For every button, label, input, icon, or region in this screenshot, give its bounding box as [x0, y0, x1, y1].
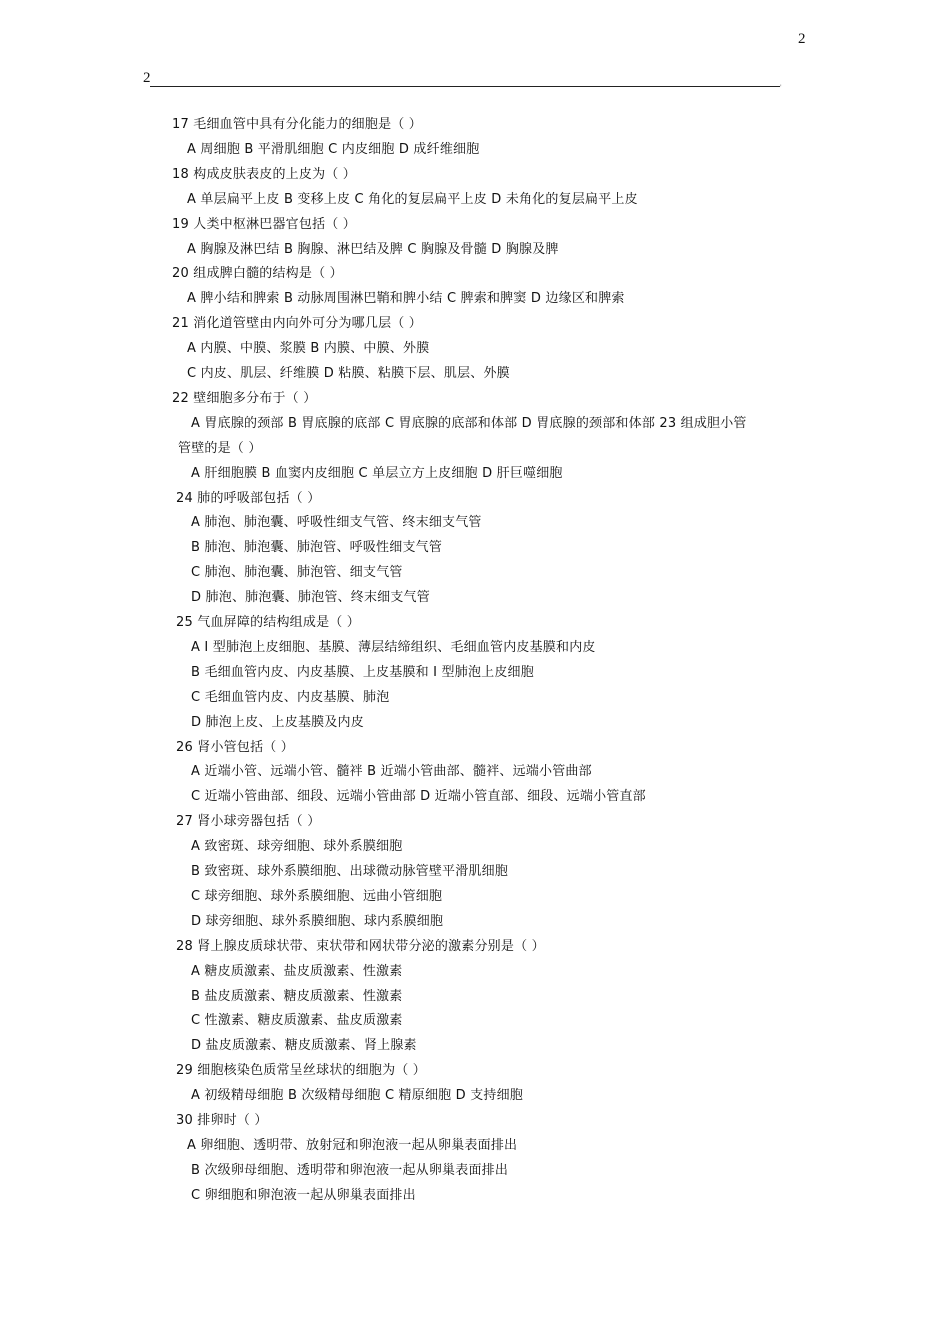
text-line: A 近端小管、远端小管、髓袢 B 近端小管曲部、髓袢、远端小管曲部 — [191, 764, 592, 780]
text-line: 19 人类中枢淋巴器官包括（ ） — [172, 216, 357, 232]
text-line: A 卵细胞、透明带、放射冠和卵泡液一起从卵巢表面排出 — [187, 1137, 518, 1153]
text-line: A 周细胞 B 平滑肌细胞 C 内皮细胞 D 成纤维细胞 — [187, 141, 480, 157]
text-line: A 胃底腺的颈部 B 胃底腺的底部 C 胃底腺的底部和体部 D 胃底腺的颈部和体部 23 组成胆小管 — [191, 415, 747, 431]
text-line: A 胸腺及淋巴结 B 胸腺、淋巴结及脾 C 胸腺及骨髓 D 胸腺及脾 — [187, 241, 559, 257]
text-line: B 毛细血管内皮、内皮基膜、上皮基膜和 I 型肺泡上皮细胞 — [191, 664, 534, 680]
text-line: C 毛细血管内皮、内皮基膜、肺泡 — [191, 689, 390, 705]
page-number-top: 2 — [798, 31, 806, 47]
text-line: D 肺泡、肺泡囊、肺泡管、终末细支气管 — [191, 590, 430, 606]
text-line: 26 肾小管包括（ ） — [176, 739, 295, 755]
text-line: A 内膜、中膜、浆膜 B 内膜、中膜、外膜 — [187, 341, 430, 357]
text-line: A 糖皮质激素、盐皮质激素、性激素 — [191, 963, 403, 979]
text-line: D 肺泡上皮、上皮基膜及内皮 — [191, 714, 364, 730]
text-line: 29 细胞核染色质常呈丝球状的细胞为（ ） — [176, 1063, 427, 1079]
text-line: 22 壁细胞多分布于（ ） — [172, 390, 317, 406]
text-line: 27 肾小球旁器包括（ ） — [176, 814, 321, 830]
text-line: A 单层扁平上皮 B 变移上皮 C 角化的复层扁平上皮 D 未角化的复层扁平上皮 — [187, 191, 638, 207]
text-line: A 初级精母细胞 B 次级精母细胞 C 精原细胞 D 支持细胞 — [191, 1088, 524, 1104]
text-line: B 肺泡、肺泡囊、肺泡管、呼吸性细支气管 — [191, 540, 443, 556]
header-rule — [150, 86, 780, 87]
text-line: 28 肾上腺皮质球状带、束状带和网状带分泌的激素分别是（ ） — [176, 938, 545, 954]
text-line: B 致密斑、球外系膜细胞、出球微动脉管壁平滑肌细胞 — [191, 864, 509, 879]
text-line: 30 排卵时（ ） — [176, 1113, 268, 1128]
text-line: C 性激素、糖皮质激素、盐皮质激素 — [191, 1013, 403, 1029]
text-line: B 次级卵母细胞、透明带和卵泡液一起从卵巢表面排出 — [191, 1162, 509, 1178]
text-line: 20 组成脾白髓的结构是（ ） — [172, 266, 343, 282]
text-line: A 肺泡、肺泡囊、呼吸性细支气管、终末细支气管 — [191, 515, 482, 531]
text-line: 25 气血屏障的结构组成是（ ） — [176, 615, 361, 630]
text-line: 24 肺的呼吸部包括（ ） — [176, 490, 321, 506]
text-line: C 球旁细胞、球外系膜细胞、远曲小管细胞 — [191, 888, 443, 904]
text-line: A 脾小结和脾索 B 动脉周围淋巴鞘和脾小结 C 脾索和脾窦 D 边缘区和脾索 — [187, 291, 625, 307]
text-line: 21 消化道管壁由内向外可分为哪几层（ ） — [172, 316, 423, 332]
text-line: 管壁的是（ ） — [178, 440, 262, 456]
header-tick-mark: ' — [780, 84, 782, 91]
text-line: C 内皮、肌层、纤维膜 D 粘膜、粘膜下层、肌层、外膜 — [187, 366, 510, 381]
text-line: C 卵细胞和卵泡液一起从卵巢表面排出 — [191, 1187, 416, 1203]
text-line: A 肝细胞膜 B 血窦内皮细胞 C 单层立方上皮细胞 D 肝巨噬细胞 — [191, 465, 563, 481]
text-line: D 盐皮质激素、糖皮质激素、肾上腺素 — [191, 1038, 417, 1054]
text-line: D 球旁细胞、球外系膜细胞、球内系膜细胞 — [191, 913, 444, 929]
text-line: 18 构成皮肤表皮的上皮为（ ） — [172, 166, 357, 182]
text-line: A 致密斑、球旁细胞、球外系膜细胞 — [191, 839, 403, 855]
text-line: C 肺泡、肺泡囊、肺泡管、细支气管 — [191, 565, 403, 581]
header-page-number: 2 — [143, 70, 151, 86]
text-line: A I 型肺泡上皮细胞、基膜、薄层结缔组织、毛细血管内皮基膜和内皮 — [191, 639, 596, 655]
text-line: C 近端小管曲部、细段、远端小管曲部 D 近端小管直部、细段、远端小管直部 — [191, 789, 646, 805]
text-line: B 盐皮质激素、糖皮质激素、性激素 — [191, 988, 403, 1004]
text-line: 17 毛细血管中具有分化能力的细胞是（ ） — [172, 117, 423, 132]
